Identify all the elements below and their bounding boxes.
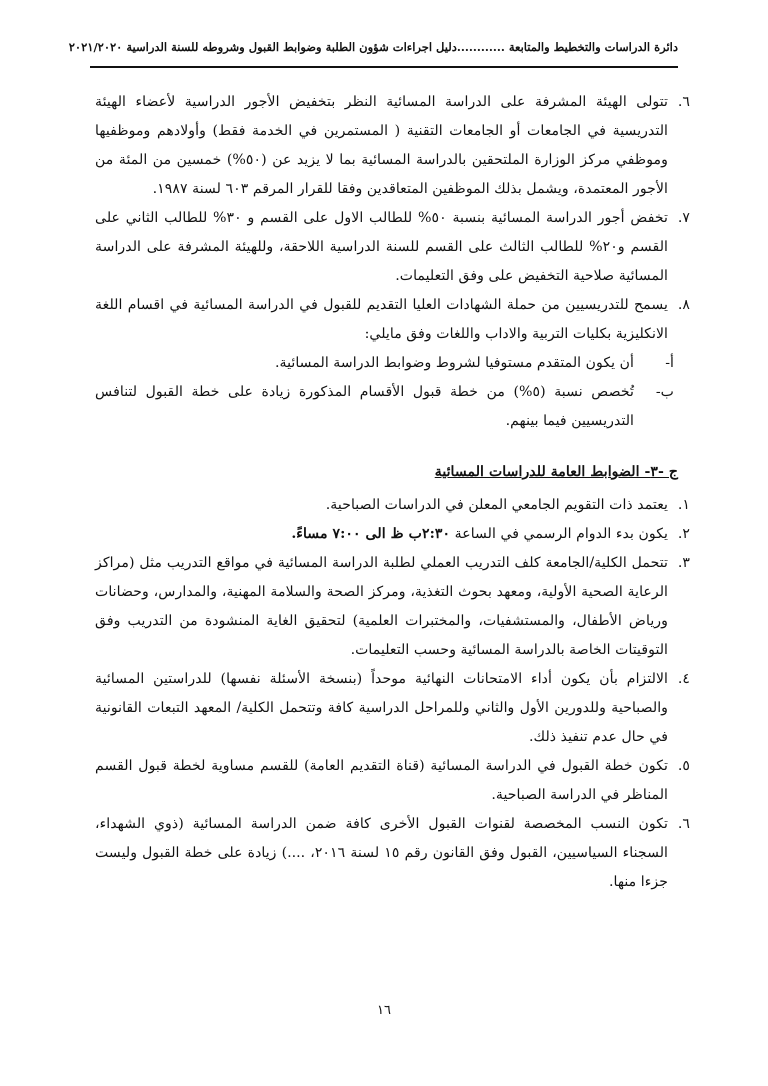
sub-list-item — [95, 378, 678, 436]
item-text: يسمح للتدريسيين من حملة الشهادات العليا التقديم للقبول في الدراسة المسائية في اقسام اللغة الانكليزية بكليات التربية والاداب واللغات وفق مايلي: — [95, 297, 668, 342]
item-text: يعتمد ذات التقويم الجامعي المعلن في الدراسات الصباحية. — [325, 497, 668, 513]
item-number: ٣. — [677, 555, 690, 571]
list-item — [95, 665, 690, 752]
item-text: تكون خطة القبول في الدراسة المسائية (قناة التقديم العامة) للقسم مساوية لخطة قبول القسم المناظر في الدراسة الصباحية. — [95, 758, 668, 803]
item-number: ٤. — [677, 671, 690, 687]
item-number: ٦. — [677, 94, 690, 110]
item-number: ٧. — [677, 210, 690, 226]
item-text: يكون بدء الدوام الرسمي في الساعة — [450, 526, 668, 542]
header-rule — [90, 66, 678, 68]
sub-item-mark: أ- — [665, 355, 674, 371]
item-text: تخفض أجور الدراسة المسائية بنسبة ٥٠% للطالب الاول على القسم و ٣٠% للطالب الثاني على القسم و٢٠% للطالب الثالث على القسم للسنة الدراسية اللاحقة، وللهيئة المشرفة على الدراسة المسائية صلاحية التخفيض على وفق التعليمات. — [95, 210, 669, 284]
sub-list-item — [95, 349, 678, 378]
list-item — [95, 810, 690, 897]
item-text: تتولى الهيئة المشرفة على الدراسة المسائية النظر بتخفيض الأجور الدراسية لأعضاء الهيئة التدريسية في الجامعات أو الجامعات التقنية ( المستمرين في الخدمة فقط) وأولادهم وموظفيها وموظفي مركز الوزارة الملتحقين بالدراسة المسائية بما لا يزيد عن (٥٠%) خمسين من المئة من الأجور المعتمدة، ويشمل بذلك الموظفين المتعاقدين وفقا للقرار المرقم ٦٠٣ لسنة ١٩٨٧. — [95, 94, 668, 197]
item-text: الالتزام بأن يكون أداء الامتحانات النهائية موحداً (بنسخة الأسئلة نفسها) للدراستين المسائية والصباحية وللدورين الأول والثاني وللمراحل الدراسية كافة وتتحمل الكلية/ المعهد التبعات القانونية في حال عدم تنفيذ ذلك. — [95, 671, 668, 745]
item-number: ٦. — [677, 816, 690, 832]
work-hours: ٢:٣٠ب ظ الى ٧:٠٠ مساءً. — [291, 526, 451, 542]
item-number: ٥. — [677, 758, 690, 774]
section-heading: ج -٣- الضوابط العامة للدراسات المسائية — [434, 464, 678, 480]
item-number: ٢. — [677, 526, 690, 542]
list-item — [95, 88, 690, 204]
sub-item-text: أن يكون المتقدم مستوفيا لشروط وضوابط الدراسة المسائية. — [274, 355, 634, 371]
page-body — [95, 88, 690, 897]
item-text: تتحمل الكلية/الجامعة كلف التدريب العملي لطلبة الدراسة المسائية في مواقع التدريب مثل (مراكز الرعاية الصحية الأولية، ومعهد بحوث التغذية، ومركز الصحة والسلامة المهنية، والمدارس، وحضانات ورياض الأطفال، والمستشفيات، والمختبرات العلمية) لتحقيق الغاية المنشودة من التدريب وفق التوقيتات الخاصة بالدراسة المسائية وحسب التعليمات. — [95, 555, 668, 658]
item-number: ٨. — [677, 297, 690, 313]
item-number: ١. — [677, 497, 690, 513]
list-item — [95, 520, 690, 549]
section-gap — [95, 436, 678, 458]
sub-item-mark: ب- — [655, 384, 674, 400]
list-item — [95, 752, 690, 810]
list-item — [95, 204, 690, 291]
sub-item-text: تُخصص نسبة (٥%) من خطة قبول الأقسام المذكورة زيادة على خطة القبول لتنافس التدريسيين فيما بينهم. — [95, 384, 634, 429]
list-item — [95, 291, 690, 349]
list-item — [95, 491, 690, 520]
list-item — [95, 549, 690, 665]
page-header: دائرة الدراسات والتخطيط والمتابعة ............دليل اجراءات شؤون الطلبة وضوابط القبول وشروطه للسنة الدراسية ٢٠٢١/٢٠٢٠ — [68, 40, 678, 54]
page-number: ١٦ — [377, 1003, 391, 1018]
item-text: تكون النسب المخصصة لقنوات القبول الأخرى كافة ضمن الدراسة المسائية (ذوي الشهداء، السجناء السياسيين، القبول وفق القانون رقم ١٥ لسنة ٢٠١٦، ....) زيادة على خطة القبول وليست جزءا منها. — [95, 816, 668, 890]
